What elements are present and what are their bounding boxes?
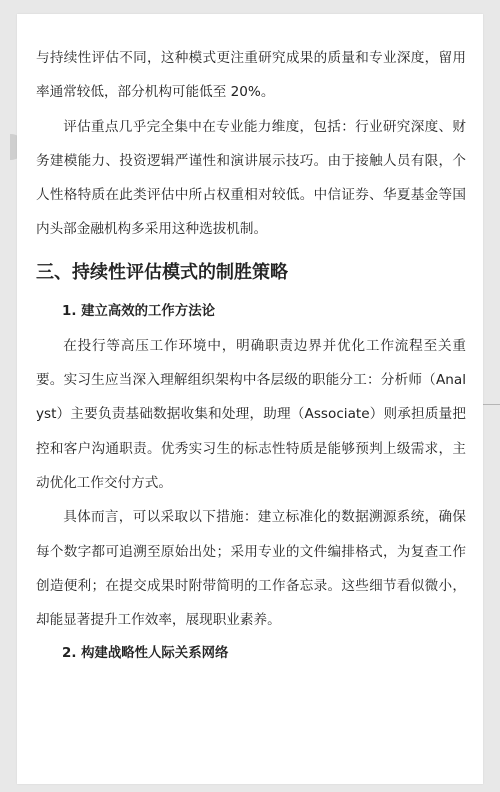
paragraph-retention: 与持续性评估不同，这种模式更注重研究成果的质量和专业深度，留用率通常较低，部分机构可能低至 20%。 (36, 50, 466, 101)
document-body (36, 41, 466, 671)
document-page (17, 14, 483, 784)
paragraph-measures: 具体而言，可以采取以下措施：建立标准化的数据溯源系统，确保每个数字都可追溯至原始出处；采用专业的文件编排格式，为复查工作创造便利；在提交成果时附带简明的工作备忘录。这些细节看似微小，却能显著提升工作效率，展现职业素养。 (36, 509, 466, 629)
subheading-network: 2. 构建战略性人际关系网络 (62, 646, 229, 662)
section-heading: 三、持续性评估模式的制胜策略 (36, 261, 288, 283)
subheading-methodology: 1. 建立高效的工作方法论 (62, 303, 215, 319)
paragraph-evaluation-focus: 评估重点几乎完全集中在专业能力维度，包括：行业研究深度、财务建模能力、投资逻辑严谨性和演讲展示技巧。由于接触人员有限，个人性格特质在此类评估中所占权重相对较低。中信证券、华夏基金等国内头部金融机构多采用这种选拔机制。 (36, 118, 466, 238)
paragraph-workflow: 在投行等高压工作环境中，明确职责边界并优化工作流程至关重要。实习生应当深入理解组织架构中各层级的职能分工：分析师（Analyst）主要负责基础数据收集和处理，助理（Associate）则承担质量把控和客户沟通职责。优秀实习生的标志性特质是能够预判上级需求，主动优化工作交付方式。 (36, 337, 466, 491)
page-edge-rule (482, 404, 500, 405)
